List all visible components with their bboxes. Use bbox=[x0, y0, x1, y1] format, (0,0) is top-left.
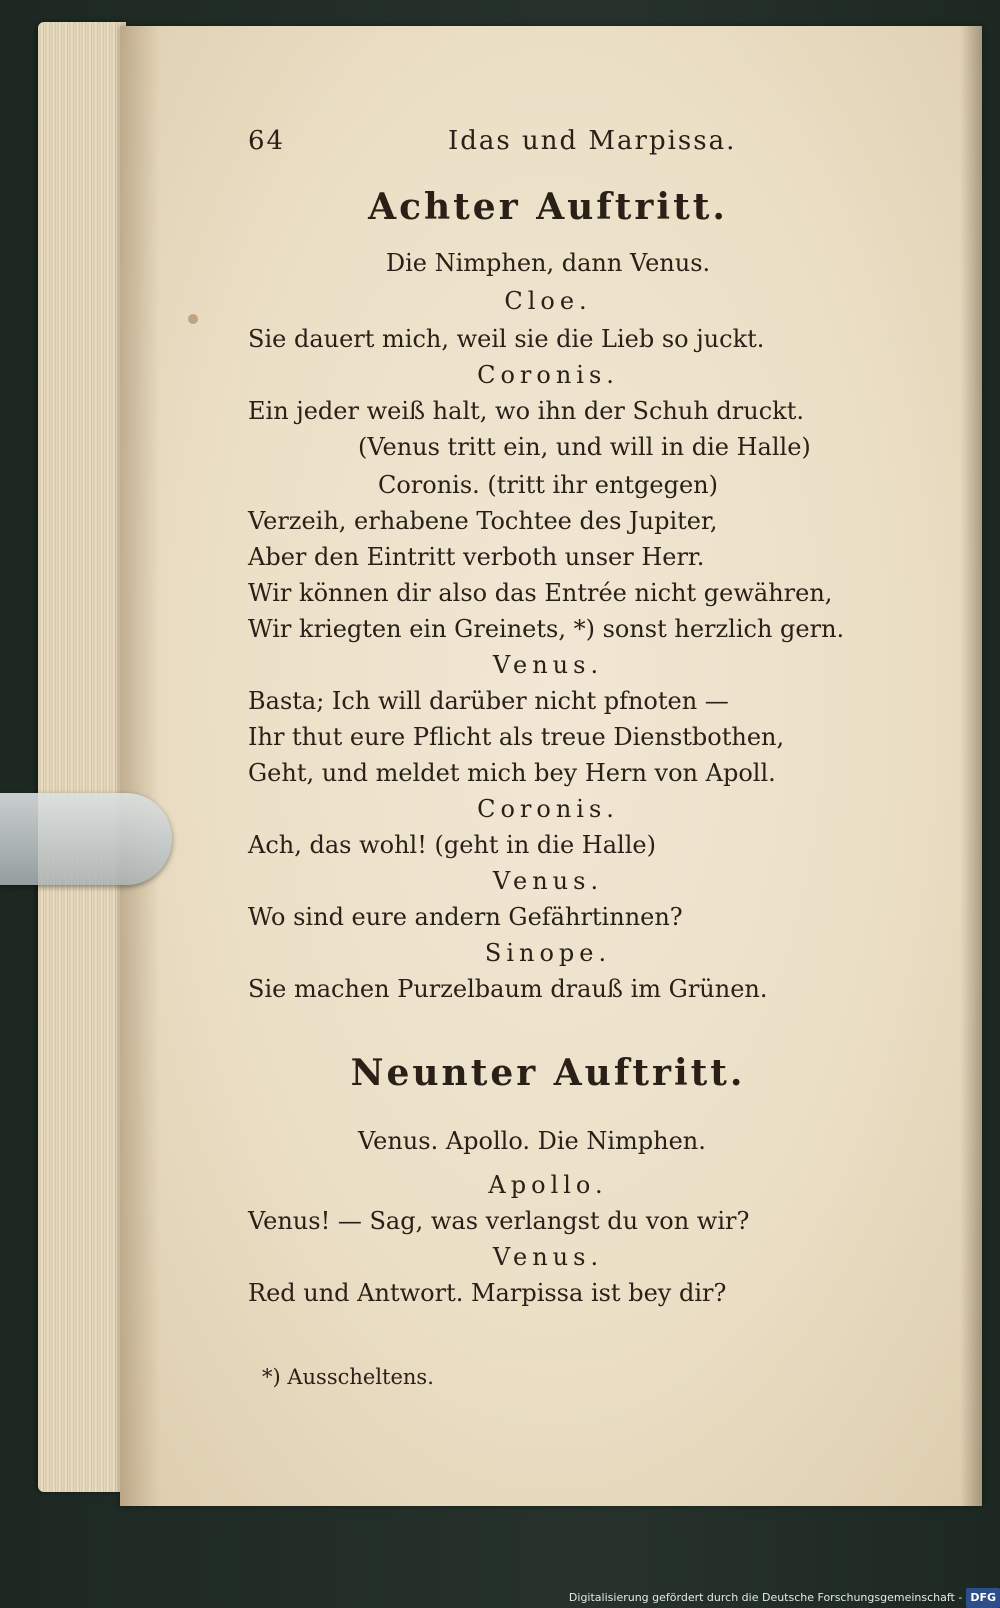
verse-line: Ein jeder weiß halt, wo ihn der Schuh druckt. bbox=[248, 397, 804, 425]
speaker-name: Venus. bbox=[492, 651, 604, 679]
verse-line: Ach, das wohl! (geht in die Halle) bbox=[248, 831, 656, 859]
verse-line: Wir können dir also das Entrée nicht gewähren, bbox=[248, 579, 833, 607]
speaker-name: Coronis. (tritt ihr entgegen) bbox=[377, 471, 718, 499]
verse-line: Venus! — Sag, was verlangst du von wir? bbox=[248, 1207, 750, 1235]
verse-line: Geht, und meldet mich bey Hern von Apoll. bbox=[248, 759, 776, 787]
verse-line: Aber den Eintritt verboth unser Herr. bbox=[248, 543, 705, 571]
verse-line: Wo sind eure andern Gefährtinnen? bbox=[248, 903, 683, 931]
speaker-name: Venus. bbox=[492, 867, 604, 895]
speaker-name: Coronis. bbox=[477, 795, 619, 823]
page-edge-shadow bbox=[960, 26, 982, 1506]
speaker-name: Venus. bbox=[492, 1243, 604, 1271]
footnote: *) Ausscheltens. bbox=[262, 1365, 434, 1389]
credit-text: Digitalisierung gefördert durch die Deutsche Forschungsgemeinschaft - bbox=[568, 1591, 963, 1604]
stage-direction: (Venus tritt ein, und will in die Halle) bbox=[358, 433, 811, 461]
paper-stain bbox=[188, 314, 198, 324]
scene-heading: Achter Auftritt. bbox=[368, 186, 728, 228]
verse-line: Ihr thut eure Pflicht als treue Dienstbothen, bbox=[248, 723, 785, 751]
verse-line: Sie dauert mich, weil sie die Lieb so juckt. bbox=[248, 325, 765, 353]
cast-list: Venus. Apollo. Die Nimphen. bbox=[358, 1127, 706, 1155]
speaker-name: Cloe. bbox=[504, 287, 592, 315]
running-title: Idas und Marpissa. bbox=[448, 126, 737, 156]
speaker-name: Sinope. bbox=[484, 939, 612, 967]
speaker-name: Apollo. bbox=[488, 1171, 608, 1199]
book-page-edges bbox=[38, 22, 126, 1492]
dfg-logo: DFG bbox=[966, 1588, 1000, 1608]
verse-line: Verzeih, erhabene Tochtee des Jupiter, bbox=[248, 507, 718, 535]
verse-line: Basta; Ich will darüber nicht pfnoten — bbox=[248, 687, 729, 715]
scene-heading: Neunter Auftritt. bbox=[350, 1052, 746, 1094]
cast-list: Die Nimphen, dann Venus. bbox=[385, 249, 711, 277]
speaker-name: Coronis. bbox=[477, 361, 619, 389]
page-number: 64 bbox=[248, 126, 286, 156]
verse-line: Sie machen Purzelbaum drauß im Grünen. bbox=[248, 975, 768, 1003]
gutter-shadow bbox=[120, 26, 160, 1506]
page-holder-tab bbox=[0, 793, 172, 885]
digitization-credit bbox=[560, 1588, 1000, 1608]
verse-line: Red und Antwort. Marpissa ist bey dir? bbox=[248, 1279, 727, 1307]
verse-line: Wir kriegten ein Greinets, *) sonst herzlich gern. bbox=[248, 615, 845, 643]
